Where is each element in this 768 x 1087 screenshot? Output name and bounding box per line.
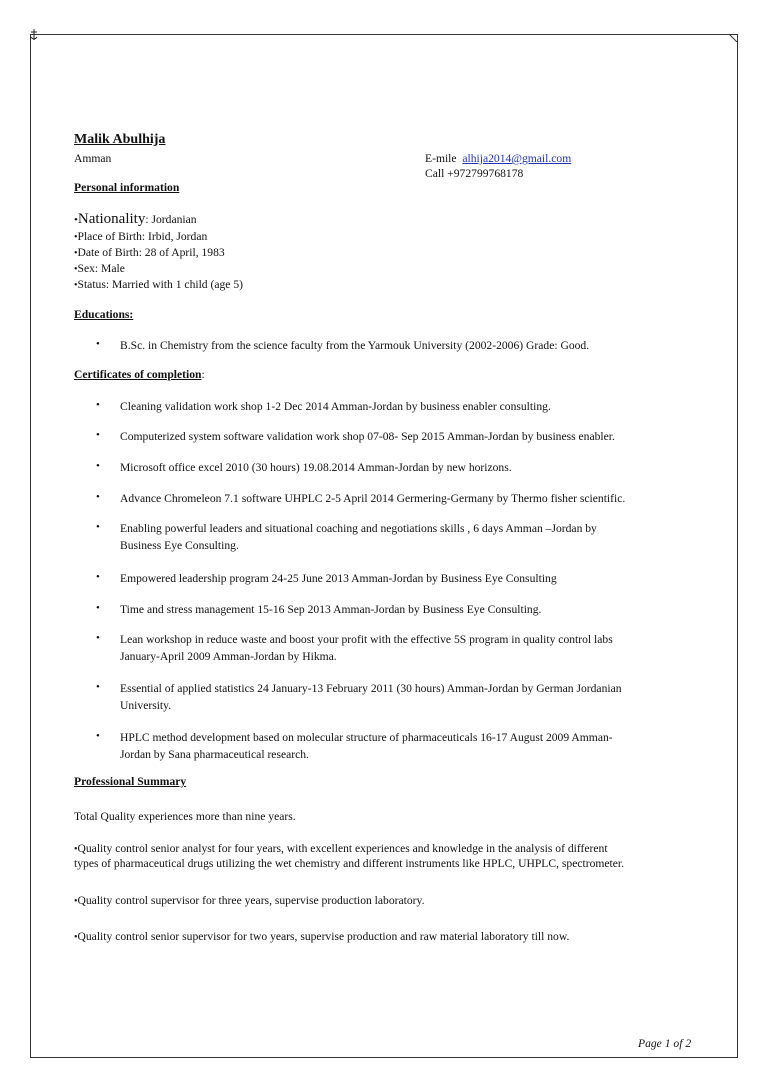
certificate-item: Advance Chromeleon 7.1 software UHPLC 2-5 April 2014 Germering-Germany by Thermo fisher scientific. — [120, 492, 626, 505]
bullet-icon: • — [96, 602, 100, 614]
certificates-section-title: Certificates of completion — [74, 368, 202, 381]
bullet-icon: • — [74, 264, 78, 275]
summary-item-text: Quality control supervisor for three years, supervise production laboratory. — [77, 894, 425, 907]
email-link[interactable]: alhija2014@gmail.com — [462, 152, 572, 165]
certificate-item: Enabling powerful leaders and situational coaching and negotiations skills , 6 days Amman –Jordan by — [120, 522, 597, 535]
summary-item — [74, 842, 608, 855]
nationality-value: : Jordanian — [145, 213, 197, 226]
certificate-item: Microsoft office excel 2010 (30 hours) 19.08.2014 Amman-Jordan by new horizons. — [120, 461, 512, 474]
certificate-item: Lean workshop in reduce waste and boost your profit with the effective 5S program in quality control labs — [120, 633, 613, 646]
bullet-icon: • — [96, 632, 100, 644]
bullet-icon: • — [74, 896, 78, 907]
certificates-title-line — [74, 368, 205, 381]
personal-item-text: Place of Birth: Irbid, Jordan — [77, 230, 208, 243]
bullet-icon: • — [96, 460, 100, 472]
personal-section-title: Personal information — [74, 181, 180, 194]
bullet-icon: • — [74, 280, 78, 291]
page-number: Page 1 of 2 — [638, 1037, 692, 1050]
bullet-icon: • — [74, 844, 78, 855]
bullet-icon: • — [74, 214, 78, 226]
certificate-item: January-April 2009 Amman-Jordan by Hikma. — [120, 650, 337, 663]
personal-item-text: Date of Birth: 28 of April, 1983 — [77, 246, 225, 259]
personal-item-text: Status: Married with 1 child (age 5) — [77, 278, 244, 291]
education-section-title: Educations: — [74, 308, 134, 321]
candidate-name: Malik Abulhija — [74, 132, 166, 147]
nationality-label: Nationality — [77, 211, 146, 227]
email-line — [425, 152, 571, 165]
summary-item-text: Quality control senior analyst for four years, with excellent experiences and knowledge in the analysis of different — [77, 842, 608, 855]
personal-item — [74, 278, 243, 291]
personal-item — [74, 230, 207, 243]
certificate-item: Business Eye Consulting. — [120, 539, 239, 552]
certificate-item: Jordan by Sana pharmaceutical research. — [120, 748, 309, 761]
page-corner-fold-icon — [729, 34, 737, 42]
summary-item — [74, 857, 624, 870]
summary-item — [74, 894, 424, 907]
summary-item-text: types of pharmaceutical drugs utilizing the wet chemistry and different instruments like HPLC, UHPLC, spectrometer. — [74, 857, 625, 870]
bullet-icon: • — [96, 681, 100, 693]
certificate-item: University. — [120, 699, 172, 712]
bullet-icon: • — [96, 338, 100, 350]
bullet-icon: • — [96, 730, 100, 742]
bullet-icon: • — [74, 932, 78, 943]
summary-section-title: Professional Summary — [74, 775, 187, 788]
certificate-item: Cleaning validation work shop 1-2 Dec 2014 Amman-Jordan by business enabler consulting. — [120, 400, 551, 413]
bullet-icon: • — [96, 399, 100, 411]
anchor-icon — [30, 29, 38, 41]
certificate-item: Empowered leadership program 24-25 June 2013 Amman-Jordan by Business Eye Consulting — [120, 572, 557, 585]
email-label: E-mile — [425, 152, 457, 165]
phone-line: Call +972799768178 — [425, 167, 524, 180]
bullet-icon: • — [74, 248, 78, 259]
certificate-item: Time and stress management 15-16 Sep 2013 Amman-Jordan by Business Eye Consulting. — [120, 603, 542, 616]
summary-item-text: Quality control senior supervisor for two years, supervise production and raw material laboratory till now. — [77, 930, 570, 943]
certificate-item: Computerized system software validation work shop 07-08- Sep 2015 Amman-Jordan by business enabler. — [120, 430, 615, 443]
bullet-icon: • — [74, 232, 78, 243]
personal-item — [74, 262, 125, 275]
certificate-item: HPLC method development based on molecular structure of pharmaceuticals 16-17 August 2009 Amman- — [120, 731, 613, 744]
bullet-icon: • — [96, 429, 100, 441]
personal-item-text: Sex: Male — [77, 262, 125, 275]
bullet-icon: • — [96, 491, 100, 503]
education-item: B.Sc. in Chemistry from the science faculty from the Yarmouk University (2002-2006) Grade: Good. — [120, 339, 590, 352]
personal-item — [74, 246, 225, 259]
candidate-city: Amman — [74, 152, 112, 165]
bullet-icon: • — [96, 521, 100, 533]
summary-intro: Total Quality experiences more than nine years. — [74, 810, 296, 823]
certificates-title-suffix: : — [201, 368, 205, 381]
nationality-item — [74, 210, 197, 228]
bullet-icon: • — [96, 571, 100, 583]
summary-item — [74, 930, 569, 943]
certificate-item: Essential of applied statistics 24 January-13 February 2011 (30 hours) Amman-Jordan by German Jordanian — [120, 682, 622, 695]
